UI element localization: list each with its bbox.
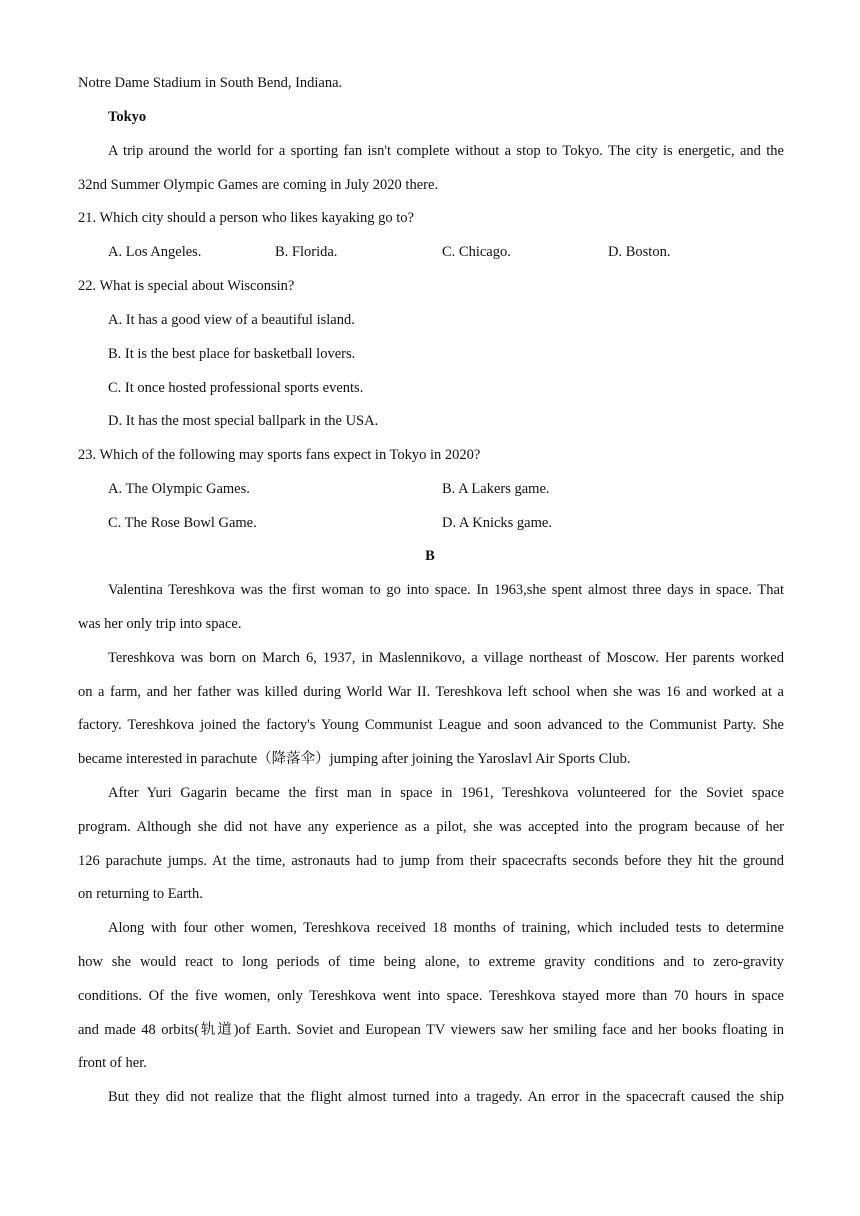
question-21-stem: 21. Which city should a person who likes kayaking go to?: [78, 210, 414, 226]
q23-option-d: D. A Knicks game.: [442, 515, 552, 531]
tokyo-paragraph-line-1: A trip around the world for a sporting fan isn't complete without a stop to Tokyo. The city is energetic, and the: [108, 143, 784, 159]
q22-option-c: C. It once hosted professional sports events.: [108, 380, 364, 396]
b-p3-line-3: 126 parachute jumps. At the time, astronauts had to jump from their spacecrafts seconds before they hit the ground: [78, 853, 784, 869]
q21-option-a: A. Los Angeles.: [108, 244, 202, 260]
q23-option-b: B. A Lakers game.: [442, 481, 550, 497]
b-p1-line-1: Valentina Tereshkova was the first woman to go into space. In 1963,she spent almost three days in space. That: [108, 582, 784, 598]
b-p4-line-3: conditions. Of the five women, only Tereshkova went into space. Tereshkova stayed more than 70 hours in space: [78, 988, 784, 1004]
q22-option-d: D. It has the most special ballpark in the USA.: [108, 413, 379, 429]
intro-tail-line: Notre Dame Stadium in South Bend, Indiana.: [78, 75, 343, 91]
q21-option-d: D. Boston.: [608, 244, 671, 260]
b-p5-line-1: But they did not realize that the flight almost turned into a tragedy. An error in the spacecraft caused the ship: [108, 1089, 784, 1105]
section-b-label: B: [425, 548, 435, 564]
b-p3-line-1: After Yuri Gagarin became the first man in space in 1961, Tereshkova volunteered for the Soviet space: [108, 785, 784, 801]
q22-option-b: B. It is the best place for basketball lovers.: [108, 346, 356, 362]
q23-option-c: C. The Rose Bowl Game.: [108, 515, 257, 531]
b-p3-line-4: on returning to Earth.: [78, 886, 203, 902]
b-p4-line-1: Along with four other women, Tereshkova received 18 months of training, which included tests to determine: [108, 920, 784, 936]
b-p3-line-2: program. Although she did not have any experience as a pilot, she was accepted into the program because of her: [78, 819, 784, 835]
b-p4-line-4: and made 48 orbits(轨道)of Earth. Soviet and European TV viewers saw her smiling face and her books floating in: [78, 1022, 784, 1038]
b-p2-line-1: Tereshkova was born on March 6, 1937, in Maslennikovo, a village northeast of Moscow. Her parents worked: [108, 650, 784, 666]
b-p4-line-2: how she would react to long periods of time being alone, to extreme gravity conditions and to zero-gravity: [78, 954, 784, 970]
b-p2-line-3: factory. Tereshkova joined the factory's Young Communist League and soon advanced to the Communist Party. She: [78, 717, 784, 733]
q23-option-a: A. The Olympic Games.: [108, 481, 250, 497]
tokyo-heading: Tokyo: [108, 109, 147, 125]
question-22-stem: 22. What is special about Wisconsin?: [78, 278, 295, 294]
q21-option-c: C. Chicago.: [442, 244, 511, 260]
tokyo-paragraph-line-2: 32nd Summer Olympic Games are coming in July 2020 there.: [78, 177, 439, 193]
question-23-stem: 23. Which of the following may sports fans expect in Tokyo in 2020?: [78, 447, 481, 463]
q22-option-a: A. It has a good view of a beautiful island.: [108, 312, 355, 328]
b-p1-line-2: was her only trip into space.: [78, 616, 242, 632]
b-p2-line-4: became interested in parachute（降落伞）jumping after joining the Yaroslavl Air Sports Club.: [78, 751, 631, 767]
b-p2-line-2: on a farm, and her father was killed during World War II. Tereshkova left school when she was 16 and worked at a: [78, 684, 784, 700]
q21-option-b: B. Florida.: [275, 244, 338, 260]
b-p4-line-5: front of her.: [78, 1055, 147, 1071]
